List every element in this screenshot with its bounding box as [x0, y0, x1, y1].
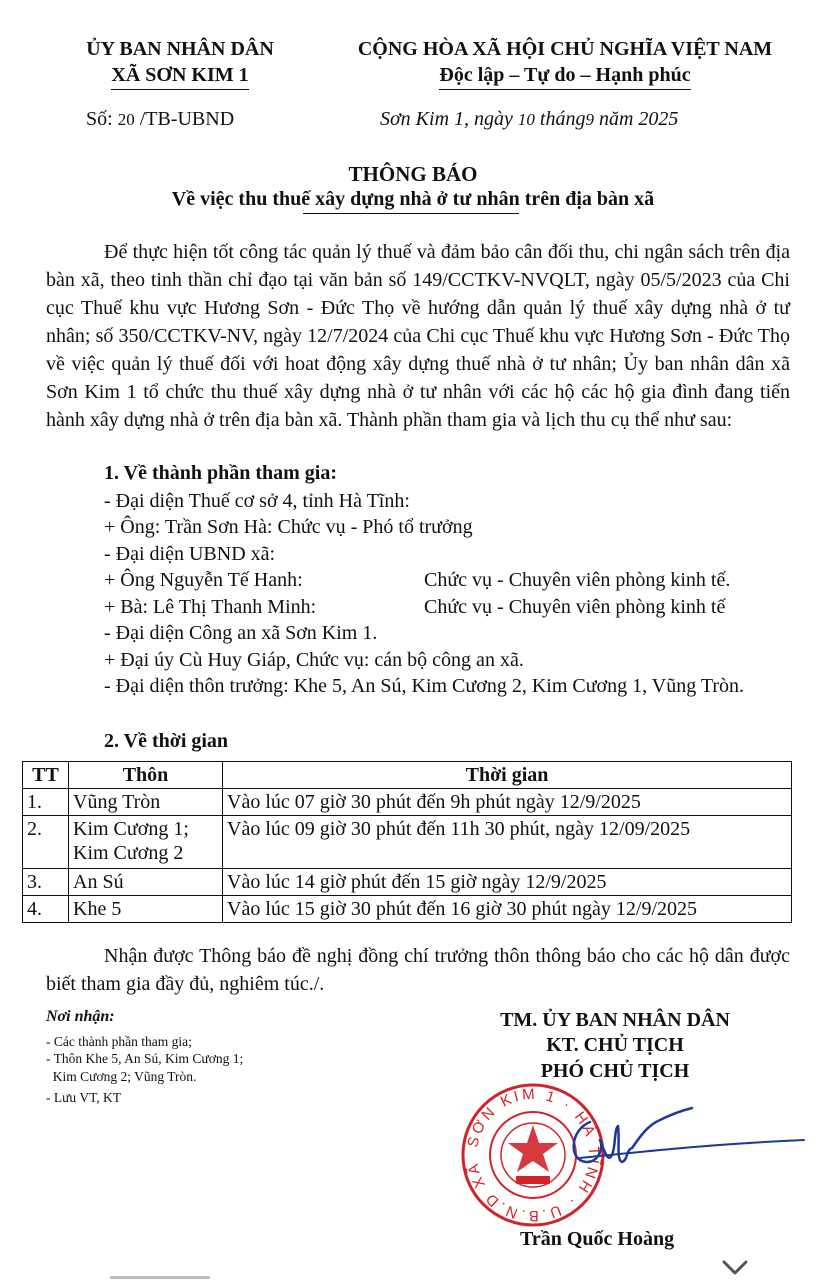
attendee-name: + Ông Nguyễn Tế Hanh: — [104, 569, 303, 591]
row-time: Vào lúc 07 giờ 30 phút đến 9h phút ngày 12/9/2025 — [223, 789, 792, 816]
attendee-role: Chức vụ - Chuyên viên phòng kinh tế — [424, 596, 726, 618]
attendee-line: - Đại diện Công an xã Sơn Kim 1. — [104, 622, 378, 644]
row-number: 1. — [23, 789, 69, 816]
chevron-down-icon[interactable] — [720, 1258, 750, 1278]
column-header-village: Thôn — [69, 762, 223, 789]
signature-subtitle: KT. CHỦ TỊCH — [546, 1034, 684, 1056]
row-time: Vào lúc 15 giờ 30 phút đến 16 giờ 30 phút ngày 12/9/2025 — [223, 896, 792, 923]
row-time: Vào lúc 09 giờ 30 phút đến 11h 30 phút, ngày 12/09/2025 — [223, 816, 792, 869]
document-date — [380, 108, 678, 131]
row-village: Khe 5 — [69, 896, 223, 923]
table-row — [23, 896, 792, 923]
closing-paragraph: Nhận được Thông báo đề nghị đồng chí trưởng thôn thông báo cho các hộ dân được biết tham gia đầy đủ, nghiêm túc./. — [46, 945, 790, 995]
intro-paragraph: Để thực hiện tốt công tác quản lý thuế và đảm bảo cân đối thu, chi ngân sách trên địa bàn xã, theo tinh thần chỉ đạo tại văn bản số 149/CCTKV-NVQLT, ngày 05/5/2023 của Chi cục Thuế khu vực Hương Sơn - Đức Thọ về hướng dẫn quản lý thuế xây dựng nhà ở tư nhân; số 350/CCTKV-NV, ngày 12/7/2024 của Chi cục Thuế khu vực Hương Sơn - Đức Thọ về việc quản lý thuế đối với hoat động xây dựng thuế nhà ở tư nhân; Ủy ban nhân dân xã Sơn Kim 1 tổ chức thu thuế xây dựng nhà ở tư nhân với các hộ các hộ gia đình đang tiến hành xây dựng nhà ở trên địa bàn xã. Thành phần tham gia và lịch thu cụ thể như sau: — [46, 241, 790, 431]
row-village: Kim Cương 1; Kim Cương 2 — [69, 816, 223, 869]
recipients-title: Nơi nhận: — [46, 1008, 115, 1025]
attendee-name: + Bà: Lê Thị Thanh Minh: — [104, 596, 317, 618]
date-year: năm 2025 — [598, 108, 679, 130]
recipient-item: Kim Cương 2; Vũng Tròn. — [46, 1069, 197, 1084]
national-title: CỘNG HÒA XÃ HỘI CHỦ NGHĨA VIỆT NAM — [357, 38, 773, 60]
date-month-label: tháng — [539, 108, 586, 130]
row-number: 2. — [23, 816, 69, 869]
number-suffix: /TB-UBND — [139, 108, 235, 130]
table-row — [23, 789, 792, 816]
table-row — [23, 816, 792, 869]
schedule-table — [22, 761, 792, 923]
row-time: Vào lúc 14 giờ phút đến 15 giờ ngày 12/9/2025 — [223, 869, 792, 896]
seal-text: SƠN KIM 1 · HÀ TĨNH · U.B.N.D XÃ — [464, 1085, 603, 1225]
attendee-line: + Ông: Trần Sơn Hà: Chức vụ - Phó tổ trưởng — [104, 516, 473, 538]
attendee-role: Chức vụ - Chuyên viên phòng kinh tế. — [424, 569, 731, 591]
number-value: 20 — [117, 110, 135, 129]
signature-position: PHÓ CHỦ TỊCH — [540, 1060, 690, 1082]
signature-title: TM. ỦY BAN NHÂN DÂN — [500, 1009, 730, 1031]
recipient-item: - Các thành phần tham gia; — [46, 1034, 192, 1049]
attendee-line: - Đại diện UBND xã: — [104, 543, 276, 565]
row-village: Vũng Tròn — [69, 789, 223, 816]
column-header-time: Thời gian — [223, 762, 792, 789]
row-number: 3. — [23, 869, 69, 896]
document-title: THÔNG BÁO — [348, 162, 478, 186]
number-prefix: Số: — [86, 108, 113, 130]
table-row — [23, 869, 792, 896]
scroll-indicator — [110, 1276, 210, 1279]
date-month: 9 — [585, 110, 594, 129]
section1-heading: 1. Về thành phần tham gia: — [104, 462, 338, 484]
row-number: 4. — [23, 896, 69, 923]
village-representatives: - Đại diện thôn trưởng: Khe 5, An Sú, Kim Cương 2, Kim Cương 1, Vũng Tròn. — [104, 675, 745, 697]
document-subtitle: Về việc thu thuế xây dựng nhà ở tư nhân trên địa bàn xã — [171, 188, 655, 210]
national-title-block — [325, 36, 805, 90]
table-header-row — [23, 762, 792, 789]
recipient-item: - Lưu VT, KT — [46, 1090, 122, 1105]
column-header-tt: TT — [23, 762, 69, 789]
section2-heading: 2. Về thời gian — [104, 730, 229, 752]
issuer-name: ỦY BAN NHÂN DÂN — [86, 38, 274, 60]
attendee-line: - Đại diện Thuế cơ sở 4, tỉnh Hà Tĩnh: — [104, 490, 410, 512]
issuer-unit: XÃ SƠN KIM 1 — [111, 62, 248, 90]
handwritten-signature — [560, 1100, 810, 1180]
date-day: 10 — [517, 110, 535, 129]
issuer-block — [40, 36, 320, 90]
document-number — [86, 108, 234, 131]
subtitle-underline — [303, 213, 519, 214]
date-place: Sơn Kim 1, ngày — [380, 108, 513, 130]
national-motto: Độc lập – Tự do – Hạnh phúc — [439, 62, 690, 90]
recipient-item: - Thôn Khe 5, An Sú, Kim Cương 1; — [46, 1051, 244, 1066]
row-village: An Sú — [69, 869, 223, 896]
attendee-line: + Đại úy Cù Huy Giáp, Chức vụ: cán bộ công an xã. — [104, 649, 524, 671]
signer-name: Trần Quốc Hoàng — [520, 1228, 675, 1250]
